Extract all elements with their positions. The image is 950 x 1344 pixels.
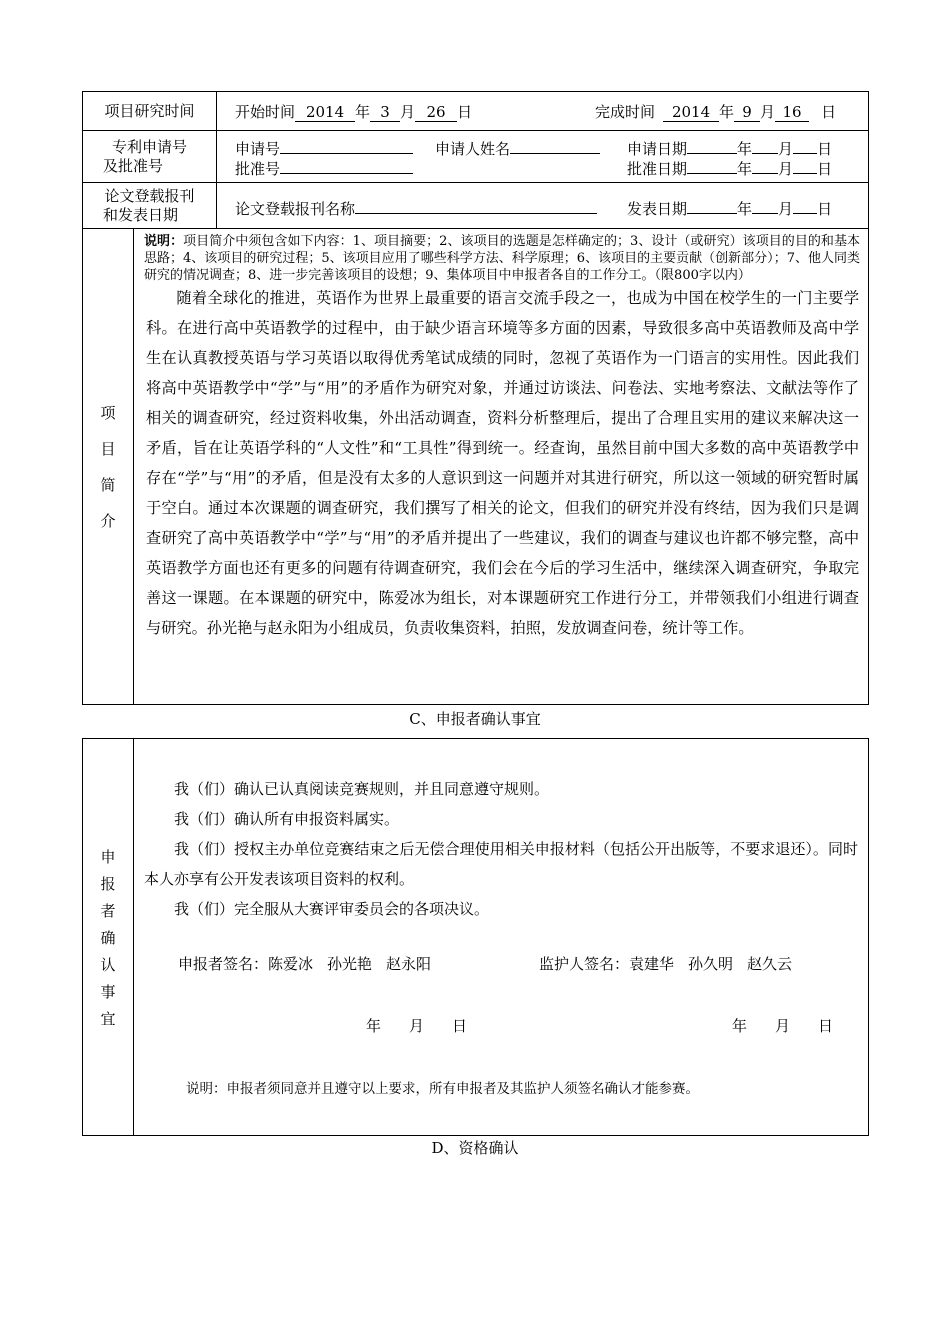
summary-label-char: 目 bbox=[100, 440, 116, 458]
approve-date-m: 月 bbox=[778, 160, 794, 178]
guardian-name: 赵久云 bbox=[747, 955, 793, 973]
summary-label-char: 项 bbox=[100, 404, 116, 422]
summary-label-char: 简 bbox=[100, 476, 116, 494]
publish-date-y: 年 bbox=[737, 200, 753, 218]
guardian-date-y: 年 bbox=[732, 1017, 748, 1035]
summary-cell bbox=[134, 229, 869, 705]
applicant-date-d: 日 bbox=[452, 1017, 468, 1035]
applicant-signature-line bbox=[178, 955, 431, 973]
project-info-table bbox=[82, 91, 869, 705]
declaration-statement: 我（们）确认所有申报资料属实。 bbox=[174, 810, 400, 828]
start-day-char: 日 bbox=[457, 103, 473, 121]
approve-date-y: 年 bbox=[737, 160, 753, 178]
section-d-caption: D、资格确认 bbox=[431, 1139, 519, 1157]
declaration-label-char: 申 bbox=[100, 847, 116, 866]
declaration-statement: 我（们）完全服从大赛评审委员会的各项决议。 bbox=[174, 900, 490, 918]
declaration-statement: 我（们）授权主办单位竞赛结束之后无偿合理使用相关申报材料（包括公开出版等，不要求退还）。同时本人亦享有公开发表该项目资料的权利。 bbox=[144, 840, 858, 888]
research-time-cell bbox=[217, 92, 869, 131]
patent-cell bbox=[217, 131, 869, 183]
guardian-signature-line bbox=[539, 955, 792, 973]
applicant-date-m: 月 bbox=[409, 1017, 425, 1035]
declaration-note: 说明：申报者须同意并且遵守以上要求，所有申报者及其监护人须签名确认才能参赛。 bbox=[186, 1081, 699, 1097]
declaration-label-char: 认 bbox=[100, 955, 116, 974]
declaration-label-char: 报 bbox=[100, 874, 116, 893]
end-month-char: 月 bbox=[760, 103, 776, 121]
journal-name-blank bbox=[355, 196, 597, 214]
apply-date-y: 年 bbox=[737, 140, 753, 158]
guardian-name: 孙久明 bbox=[688, 955, 734, 973]
applicant-date-y: 年 bbox=[366, 1017, 382, 1035]
start-month-char: 月 bbox=[400, 103, 416, 121]
applicant-name: 孙光艳 bbox=[327, 955, 373, 973]
publish-date-year-blank bbox=[687, 196, 737, 214]
end-year-char: 年 bbox=[719, 103, 735, 121]
paper-label bbox=[83, 183, 217, 229]
declaration-cell bbox=[134, 739, 869, 1136]
applicant-name: 陈爱冰 bbox=[268, 955, 314, 973]
summary-note-text: 项目简介中须包含如下内容：1、项目摘要；2、该项目的选题是怎样确定的；3、设计（或研究）该项目的目的和基本思路；4、该项目的研究过程；5、该项目应用了哪些科学方法、科学原理；6、该项目的主要贡献（创新部分）；7、他人同类研究的情况调查；8、进一步完善该项目的设想；9、集体项目中申报者各自的工作分工。（限800字以内） bbox=[144, 234, 861, 283]
paper-label-line2: 和发表日期 bbox=[103, 205, 179, 224]
declaration-label-char: 者 bbox=[100, 901, 116, 920]
apply-date-month-blank bbox=[752, 136, 778, 154]
applicant-name-blank bbox=[510, 136, 600, 154]
declaration-label bbox=[83, 739, 134, 1136]
applicant-date bbox=[366, 1017, 467, 1035]
declaration-statements bbox=[144, 774, 858, 924]
end-day: 16 bbox=[775, 104, 809, 122]
applicant-sign-label: 申报者签名： bbox=[178, 955, 269, 973]
section-c-caption: C、申报者确认事宜 bbox=[409, 710, 541, 728]
start-month: 3 bbox=[370, 104, 400, 122]
guardian-date-m: 月 bbox=[775, 1017, 791, 1035]
paper-label-line1: 论文登载报刊 bbox=[104, 186, 195, 205]
summary-note-bold: 说明： bbox=[144, 234, 184, 249]
approve-date-year-blank bbox=[687, 156, 737, 174]
paper-cell bbox=[217, 183, 869, 229]
start-year: 2014 bbox=[295, 104, 355, 122]
approve-date-day-blank bbox=[793, 156, 817, 174]
publish-date-day-blank bbox=[793, 196, 817, 214]
applicant-name-label: 申请人姓名 bbox=[435, 140, 511, 158]
guardian-sign-label: 监护人签名： bbox=[539, 955, 630, 973]
end-year: 2014 bbox=[663, 104, 719, 122]
apply-no-label: 申请号 bbox=[235, 140, 281, 158]
end-month: 9 bbox=[734, 104, 760, 122]
apply-date-label: 申请日期 bbox=[627, 140, 688, 158]
summary-body bbox=[134, 283, 868, 643]
start-year-char: 年 bbox=[355, 103, 371, 121]
patent-label-line1: 专利申请号 bbox=[112, 137, 188, 156]
patent-label bbox=[83, 131, 217, 183]
approve-date-d: 日 bbox=[817, 160, 833, 178]
guardian-date-d: 日 bbox=[818, 1017, 834, 1035]
summary-instructions bbox=[134, 229, 868, 284]
end-time-prefix: 完成时间 bbox=[595, 103, 656, 121]
declaration-label-char: 事 bbox=[100, 982, 116, 1001]
approve-no-blank bbox=[280, 156, 413, 174]
apply-no-blank bbox=[280, 136, 413, 154]
apply-date-m: 月 bbox=[778, 140, 794, 158]
approve-date-month-blank bbox=[752, 156, 778, 174]
publish-date-month-blank bbox=[752, 196, 778, 214]
start-time-prefix: 开始时间 bbox=[235, 103, 296, 121]
apply-date-day-blank bbox=[793, 136, 817, 154]
approve-no-label: 批准号 bbox=[235, 160, 281, 178]
start-day: 26 bbox=[415, 104, 457, 122]
apply-date-year-blank bbox=[687, 136, 737, 154]
apply-date-d: 日 bbox=[817, 140, 833, 158]
journal-name-label: 论文登载报刊名称 bbox=[235, 200, 356, 218]
declaration-label-char: 确 bbox=[100, 928, 116, 947]
end-day-char: 日 bbox=[821, 103, 837, 121]
patent-label-line2: 及批准号 bbox=[103, 156, 164, 175]
research-time-label: 项目研究时间 bbox=[83, 92, 217, 131]
summary-body-paragraph: 随着全球化的推进，英语作为世界上最重要的语言交流手段之一，也成为中国在校学生的一门主要学科。在进行高中英语教学的过程中，由于缺少语言环境等多方面的因素，导致很多高中英语教师及高中学生在认真教授英语与学习英语以取得优秀笔试成绩的同时，忽视了英语作为一门语言的实用性。因此我们将高中英语教学中“学”与“用”的矛盾作为研究对象，并通过访谈法、问卷法、实地考察法、文献法等作了相关的调查研究，经过资料收集，外出活动调查，资料分析整理后，提出了合理且实用的建议来解决这一矛盾，旨在让英语学科的“人文性”和“工具性”得到统一。经查询，虽然目前中国大多数的高中英语教学中存在“学”与“用”的矛盾，但是没有太多的人意识到这一问题并对其进行研究，所以这一领域的研究暂时属于空白。通过本次课题的调查研究，我们撰写了相关的论文，但我们的研究并没有终结，因为我们只是调查研究了高中英语教学中“学”与“用”的矛盾并提出了一些建议，我们的调查与建议也许都不够完整，高中英语教学方面也还有更多的问题有待调查研究，我们会在今后的学习生活中，继续深入调查研究，争取完善这一课题。在本课题的研究中，陈爱冰为组长，对本课题研究工作进行分工，并带领我们小组进行调查与研究。孙光艳与赵永阳为小组成员，负责收集资料，拍照，发放调查问卷，统计等工作。 bbox=[146, 289, 860, 637]
guardian-date bbox=[732, 1017, 833, 1035]
summary-label bbox=[83, 229, 134, 705]
publish-date-m: 月 bbox=[778, 200, 794, 218]
guardian-name: 袁建华 bbox=[629, 955, 675, 973]
declaration-label-char: 宜 bbox=[100, 1009, 116, 1028]
applicant-name: 赵永阳 bbox=[386, 955, 432, 973]
declaration-table bbox=[82, 738, 869, 1136]
publish-date-label: 发表日期 bbox=[627, 200, 688, 218]
summary-label-char: 介 bbox=[100, 512, 116, 530]
approve-date-label: 批准日期 bbox=[627, 160, 688, 178]
publish-date-d: 日 bbox=[817, 200, 833, 218]
declaration-statement: 我（们）确认已认真阅读竞赛规则，并且同意遵守规则。 bbox=[174, 780, 550, 798]
